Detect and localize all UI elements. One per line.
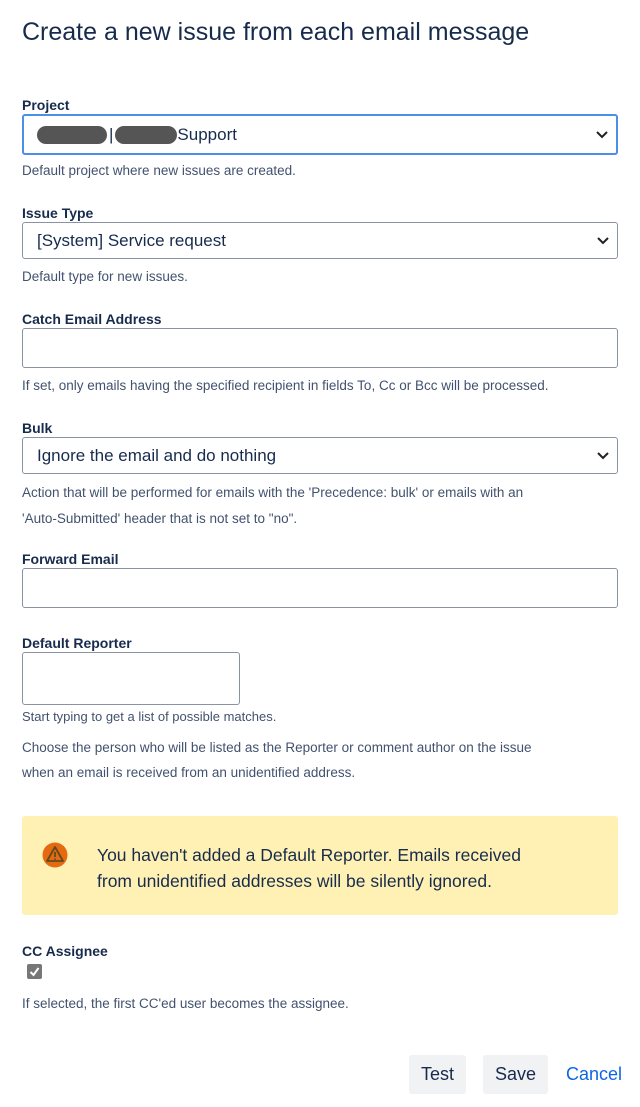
default-reporter-help-2: when an email is received from an unidentified address.	[22, 765, 356, 780]
redacted-blob	[115, 126, 177, 144]
default-reporter-hint: Start typing to get a list of possible matches.	[22, 709, 277, 724]
chevron-down-icon	[596, 131, 608, 139]
default-reporter-label: Default Reporter	[22, 635, 132, 651]
forward-email-input[interactable]	[22, 568, 618, 608]
default-reporter-input[interactable]	[22, 652, 240, 705]
default-reporter-help-1: Choose the person who will be listed as the Reporter or comment author on the issue	[22, 740, 532, 755]
cc-assignee-checkbox[interactable]	[27, 964, 42, 979]
test-button[interactable]: Test	[409, 1055, 466, 1094]
project-help: Default project where new issues are created.	[22, 163, 296, 178]
warning-banner	[22, 816, 618, 915]
redacted-blob	[37, 126, 107, 144]
checkmark-icon	[27, 964, 42, 979]
chevron-down-icon	[597, 237, 609, 245]
project-label: Project	[22, 97, 70, 113]
issue-type-select[interactable]: [System] Service request	[22, 222, 618, 259]
project-select[interactable]: | Support	[22, 114, 618, 155]
warning-line-2: from unidentified addresses will be silently ignored.	[97, 871, 492, 891]
catch-email-input[interactable]	[22, 328, 618, 368]
forward-email-label: Forward Email	[22, 551, 119, 567]
warning-icon	[42, 842, 68, 868]
issue-type-help: Default type for new issues.	[22, 269, 188, 284]
bulk-label: Bulk	[22, 420, 53, 436]
catch-email-help: If set, only emails having the specified recipient in fields To, Cc or Bcc will be processed.	[22, 378, 549, 393]
chevron-down-icon	[597, 452, 609, 460]
bulk-select[interactable]: Ignore the email and do nothing	[22, 437, 618, 474]
cc-assignee-label: CC Assignee	[22, 943, 108, 959]
cancel-link[interactable]: Cancel	[566, 1064, 623, 1084]
page-title: Create a new issue from each email message	[22, 18, 530, 46]
save-button[interactable]: Save	[483, 1055, 548, 1094]
cc-assignee-help: If selected, the first CC'ed user becomes the assignee.	[22, 996, 349, 1011]
issue-type-label: Issue Type	[22, 205, 94, 221]
bulk-help-2: 'Auto-Submitted' header that is not set to "no".	[22, 511, 298, 526]
catch-email-label: Catch Email Address	[22, 311, 162, 327]
warning-line-1: You haven't added a Default Reporter. Emails received	[97, 845, 521, 865]
bulk-help-1: Action that will be performed for emails with the 'Precedence: bulk' or emails with an	[22, 485, 524, 500]
